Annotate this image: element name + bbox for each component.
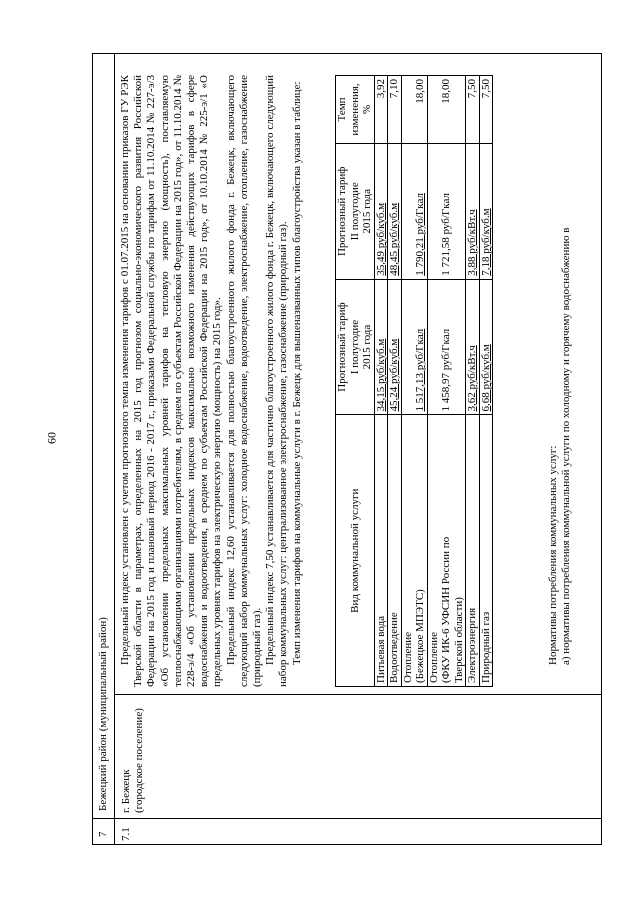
header-tariff-h1: Прогнозный тариф I полугодие 2015 года [336, 279, 375, 415]
tariff-h2-cell: 7,18 руб/куб.м [479, 143, 493, 279]
table-row [374, 76, 388, 687]
service-cell: Водоотведение [388, 415, 402, 687]
tariff-h1-cell: 45,24 руб/куб.м [388, 279, 402, 415]
header-tariff-h2: Прогнозный тариф II полугодие 2015 года [336, 143, 375, 279]
rate-cell: 3,92 [374, 76, 388, 144]
tariff-h1-cell: 1 517,13 руб/Гкал [401, 279, 427, 415]
tariff-h1-cell: 1 458,97 руб/Гкал [427, 279, 466, 415]
tariff-h2-cell: 35,49 руб/куб.м [374, 143, 388, 279]
paragraph-index-basis: Предельный индекс установлен с учетом прогнозного темпа изменения тарифов с 01.07.2015 на основании приказов ГУ РЭК Тверской области в параметрах, определенных на 2015 год прогнозом социально-экономического развития Российской Федерации на 2015 год и плановый период 2016 - 2017 г., приказами Федеральной службы по тарифам от 11.10.2014 № 227-э/3 «Об установлении предельных максимальных уровней тарифов на тепловую энергию (мощность), поставляемую теплоснабжающими организациями потребителям, в среднем по субъектам Российской Федерации на 2015 год», от 11.10.2014 № 228-э/4 «Об установлении предельных индексов максимально возможного изменения действующих тарифов в сфере водоснабжения и водоотведения, в среднем по субъектам Российской Федерации на 2015 год», от 10.10.2014 № 225-э/1 «О предельных уровнях тарифов на электрическую энергию (мощность) на 2015 год». [119, 75, 224, 687]
body-text [119, 75, 304, 687]
tariff-table [335, 75, 493, 687]
table-row [466, 76, 480, 687]
table-row [388, 76, 402, 687]
rate-cell: 18,00 [427, 76, 466, 144]
rate-cell: 7,10 [388, 76, 402, 144]
norms-heading: Нормативы потребления коммунальных услуг: [547, 445, 559, 665]
norms-item-a: а) нормативы потребления коммунальной услуги по холодному и горячему водоснабжению в [560, 227, 572, 665]
tariff-h1-cell: 34,15 руб/куб.м [374, 279, 388, 415]
tariff-h2-cell: 3,88 руб/кВт.ч [466, 143, 480, 279]
norms-text [547, 75, 573, 687]
table-row [427, 76, 466, 687]
service-cell: Отопление (Бежецкое МПЭТС) [401, 415, 427, 687]
column-divider [92, 818, 602, 819]
section-number: 7 [97, 831, 109, 837]
header-service: Вид коммунальной услуги [336, 415, 375, 687]
tariff-h1-cell: 3,62 руб/кВт.ч [466, 279, 480, 415]
service-cell: Отопление (ФКУ ИК-6 УФСИН России по Тверской области) [427, 415, 466, 687]
table-row [479, 76, 493, 687]
table-header-row [336, 76, 375, 687]
table-row [401, 76, 427, 687]
subsection-number: 7.1 [120, 827, 132, 841]
document-sheet [92, 45, 602, 845]
section-title: Бежецкий район (муниципальный район) [97, 617, 109, 811]
service-cell: Питьевая вода [374, 415, 388, 687]
column-divider [114, 694, 602, 695]
row-divider [114, 53, 115, 845]
tariff-h2-cell: 1 721,58 руб/Гкал [427, 143, 466, 279]
rate-cell: 7,50 [479, 76, 493, 144]
service-cell: Электроэнергия [466, 415, 480, 687]
paragraph-partial-amenities: Предельный индекс 7,50 устанавливается для частично благоустроенного жилого фонда г. Бежецк, включающего следующий набор коммунальных услуг: централизованное электроснабжение, газоснабжение (природный газ). [264, 75, 290, 687]
rate-cell: 18,00 [401, 76, 427, 144]
header-change-rate: Темп изменения, % [336, 76, 375, 144]
paragraph-table-intro: Темп изменения тарифов на коммунальные услуги в г. Бежецк для вышеназванных типов благоустройства указан в таблице: [290, 81, 303, 665]
paragraph-full-amenities: Предельный индекс 12,60 устанавливается для полностью благоустроенного жилого фонда г. Бежецк, включающего следующий набор коммунальных услуг: холодное водоснабжение, водоотведение, электроснабжение, отопление, газоснабжение (природный газ). [224, 75, 264, 687]
tariff-h1-cell: 6,68 руб/куб.м [479, 279, 493, 415]
tariff-h2-cell: 1 790,21 руб/Гкал [401, 143, 427, 279]
tariff-h2-cell: 48,45 руб/куб.м [388, 143, 402, 279]
locality-name: г. Бежецк [120, 769, 132, 813]
rate-cell: 7,50 [466, 76, 480, 144]
locality-type: (городское поселение) [133, 708, 145, 813]
service-cell: Природный газ [479, 415, 493, 687]
